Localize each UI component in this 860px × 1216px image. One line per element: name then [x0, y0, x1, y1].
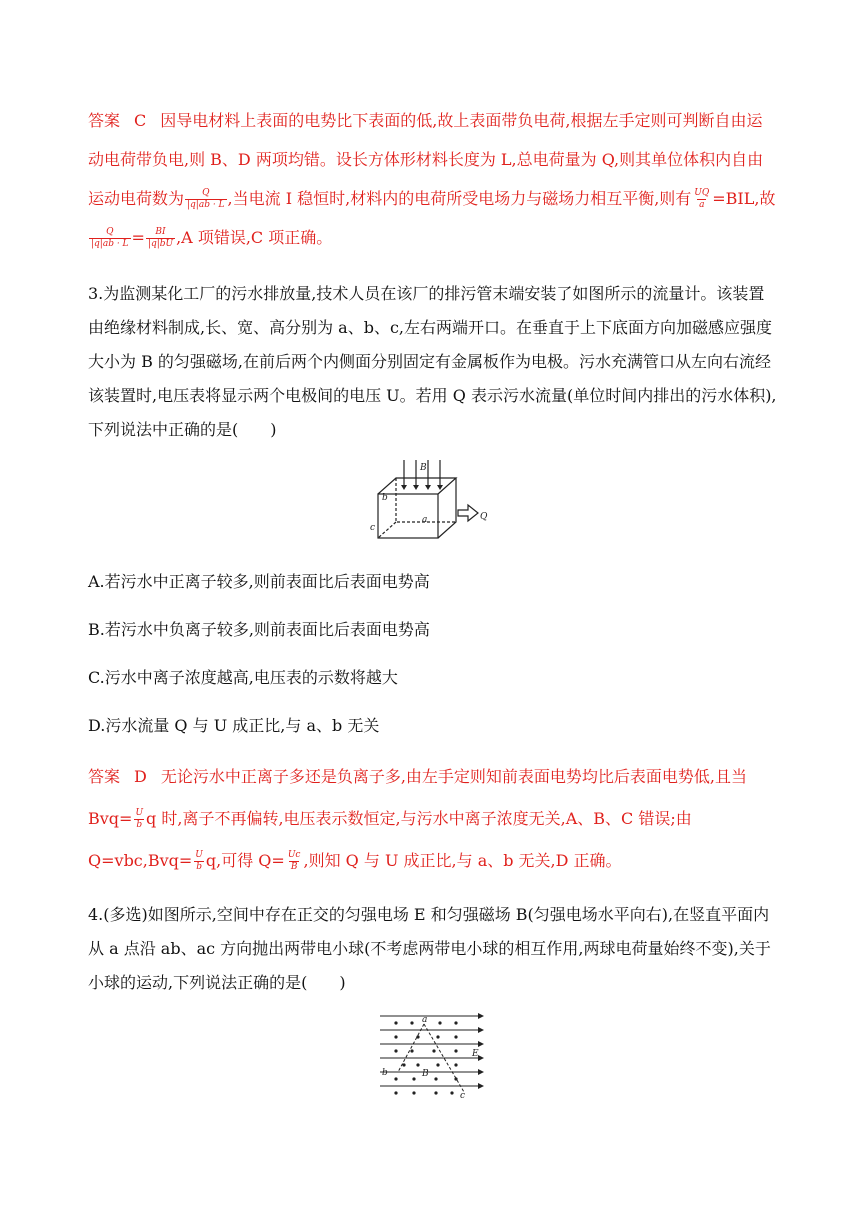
- option-d: D.污水流量 Q 与 U 成正比,与 a、b 无关: [88, 716, 380, 735]
- fraction-numerator: U: [135, 808, 144, 818]
- fraction-numerator: UQ: [694, 188, 710, 198]
- option-a: A.若污水中正离子较多,则前表面比后表面电势高: [88, 572, 430, 591]
- field-arrowhead: [413, 485, 419, 490]
- label-B: B: [422, 1069, 429, 1079]
- field-arrowhead: [478, 1083, 484, 1089]
- fraction: [286, 850, 303, 873]
- option-c: C.污水中离子浓度越高,电压表的示数将越大: [88, 668, 398, 687]
- fraction-numerator: Q: [202, 188, 210, 198]
- fraction-denominator: b: [196, 862, 202, 872]
- answer-text: ,当电流 I 稳恒时,材料内的电荷所受电场力与磁场力相互平衡,则有: [227, 189, 692, 208]
- fraction: [185, 188, 227, 211]
- answer-letter: D: [134, 767, 147, 786]
- fraction-numerator: BI: [155, 227, 166, 237]
- field-arrowhead: [478, 1013, 484, 1019]
- answer-label: 答案: [88, 111, 121, 130]
- answer-letter: C: [134, 111, 147, 130]
- field-arrowhead: [478, 1041, 484, 1047]
- answer-text: 因导电材料上表面的电势比下表面的低,故上表面带负电荷,根据左手定则可判断自由运动电荷带负电,则 B、D 两项均错。设长方体形材料长度为 L,总电荷量为 Q,则其单位体积内自由运动电荷数为: [88, 111, 764, 208]
- box-hidden-edge: [378, 522, 396, 538]
- fraction: [89, 227, 131, 250]
- fraction-denominator: a: [699, 200, 705, 210]
- label-a: a: [422, 515, 428, 525]
- label-Q: Q: [480, 512, 488, 522]
- fraction-numerator: U: [195, 850, 203, 860]
- answer-2: [88, 101, 778, 257]
- field-arrowhead: [401, 485, 407, 490]
- field-arrowhead: [425, 485, 431, 490]
- label-E: E: [472, 1049, 479, 1059]
- label-b: b: [382, 1068, 388, 1078]
- field-arrowhead: [478, 1069, 484, 1075]
- label-c: c: [460, 1091, 466, 1100]
- fraction-numerator: Uc: [287, 850, 301, 860]
- field-arrowhead: [478, 1027, 484, 1033]
- fraction: [193, 850, 205, 873]
- answer-text: q 时,离子不再偏转,电压表示数恒定,与污水中离子浓度无关,A、B、C 错误;由 Q=vbc,Bvq=: [88, 809, 692, 870]
- trajectory-ab: [398, 1024, 424, 1072]
- answer-label: 答案: [88, 767, 121, 786]
- field-arrowhead: [437, 485, 443, 490]
- fraction-denominator: B: [290, 862, 298, 872]
- outflow-arrow: [458, 505, 478, 521]
- label-c: c: [370, 523, 376, 533]
- label-b: b: [382, 493, 388, 503]
- fraction-numerator: Q: [106, 227, 114, 237]
- fraction-denominator: |q|ab · L: [91, 239, 129, 249]
- field-figure: [378, 1008, 488, 1100]
- answer-text: =BIL,故: [712, 189, 776, 208]
- fraction: [146, 227, 175, 250]
- fraction: [133, 808, 145, 831]
- flowmeter-figure: [368, 458, 498, 550]
- answer-text: 无论污水中正离子多还是负离子多,由左手定则知前表面电势均比后表面电势低,且当 Bvq=: [88, 767, 748, 828]
- fraction-denominator: |q|ab · L: [187, 200, 225, 210]
- answer-text: q,可得 Q=: [205, 851, 285, 870]
- label-a: a: [422, 1015, 428, 1025]
- fraction-denominator: |q|bU: [147, 239, 174, 249]
- answer-3: [88, 756, 778, 882]
- fraction-denominator: b: [136, 820, 143, 830]
- question-3-stem: 3.为监测某化工厂的污水排放量,技术人员在该厂的排污管末端安装了如图所示的流量计。该装置由绝缘材料制成,长、宽、高分别为 a、b、c,左右两端开口。在垂直于上下底面方向加磁感应强度大小为 B 的匀强磁场,在前后两个内侧面分别固定有金属板作为电极。污水充满管口从左向右流经该装置时,电压表将显示两个电极间的电压 U。若用 Q 表示污水流量(单位时间内排出的污水体积),下列说法中正确的是( ): [88, 284, 777, 439]
- answer-text: ,A 项错误,C 项正确。: [176, 228, 333, 247]
- question-4-stem: 4.(多选)如图所示,空间中存在正交的匀强电场 E 和匀强磁场 B(匀强电场水平向右),在竖直平面内从 a 点沿 ab、ac 方向抛出两带电小球(不考虑两带电小球的相互作用,两球电荷量始终不变),关于小球的运动,下列说法正确的是( ): [88, 905, 771, 992]
- answer-text: =: [131, 228, 145, 247]
- label-B: B: [420, 463, 427, 473]
- field-arrowhead: [478, 1055, 484, 1061]
- option-b: B.若污水中负离子较多,则前表面比后表面电势高: [88, 620, 430, 639]
- fraction: [692, 188, 711, 211]
- answer-text: ,则知 Q 与 U 成正比,与 a、b 无关,D 正确。: [303, 851, 622, 870]
